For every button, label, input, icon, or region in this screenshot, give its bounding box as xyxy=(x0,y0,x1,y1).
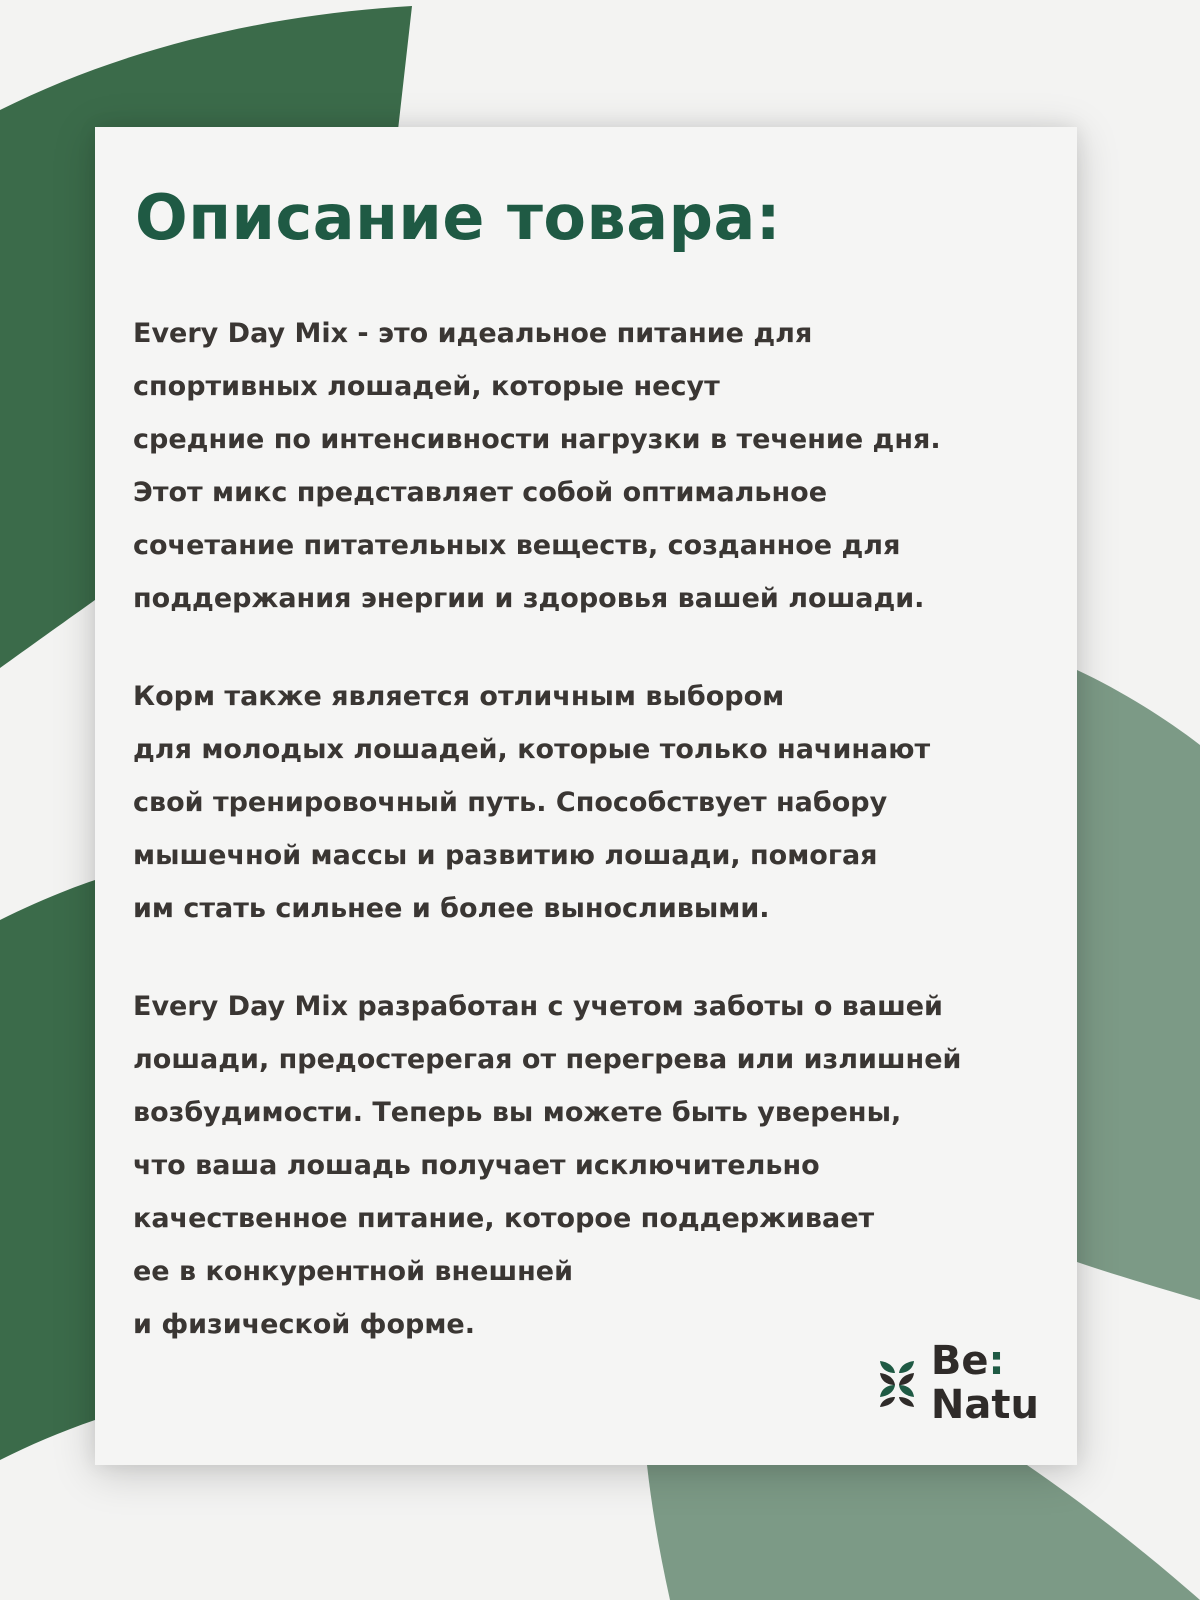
text-line: и физической форме. xyxy=(133,1309,475,1340)
brand-logo xyxy=(877,1339,1039,1427)
text-line: поддержания энергии и здоровья вашей лошади. xyxy=(133,583,925,614)
text-line: качественное питание, которое поддерживает xyxy=(133,1203,875,1234)
text-line: Every Day Mix - это идеальное питание для xyxy=(133,318,813,349)
brand-colon: : xyxy=(988,1338,1005,1384)
text-line: свой тренировочный путь. Способствует набору xyxy=(133,787,888,818)
paragraph-1 xyxy=(133,307,1033,625)
sage-green-shape-bottom xyxy=(647,1465,1200,1600)
text-line: сочетание питательных веществ, созданное для xyxy=(133,530,901,561)
text-line: для молодых лошадей, которые только начинают xyxy=(133,734,931,765)
text-line: средние по интенсивности нагрузки в течение дня. xyxy=(133,424,941,455)
text-line: что ваша лошадь получает исключительно xyxy=(133,1150,820,1181)
dark-green-shape-bottom xyxy=(0,880,95,1460)
text-line: Every Day Mix разработан с учетом заботы о вашей xyxy=(133,991,943,1022)
text-line: возбудимости. Теперь вы можете быть уверены, xyxy=(133,1097,902,1128)
brand-name-line1: Be xyxy=(930,1338,989,1384)
text-line: Этот микс представляет собой оптимальное xyxy=(133,477,828,508)
text-line: спортивных лошадей, которые несут xyxy=(133,371,720,402)
brand-name xyxy=(931,1339,1039,1427)
text-line: ее в конкурентной внешней xyxy=(133,1256,574,1287)
paragraph-3 xyxy=(133,980,1033,1351)
text-line: мышечной массы и развитию лошади, помогая xyxy=(133,840,878,871)
description-body xyxy=(133,307,1033,1396)
text-line: лошади, предостерегая от перегрева или излишней xyxy=(133,1044,962,1075)
page-title: Описание товара: xyxy=(135,181,782,254)
brand-name-line2: Natu xyxy=(930,1382,1039,1428)
text-line: Корм также является отличным выбором xyxy=(133,681,785,712)
text-line: им стать сильнее и более выносливыми. xyxy=(133,893,770,924)
product-description-card xyxy=(95,127,1077,1465)
leaf-sprout-icon xyxy=(877,1359,917,1407)
sage-green-shape-right xyxy=(1077,670,1200,1300)
paragraph-2 xyxy=(133,670,1033,935)
